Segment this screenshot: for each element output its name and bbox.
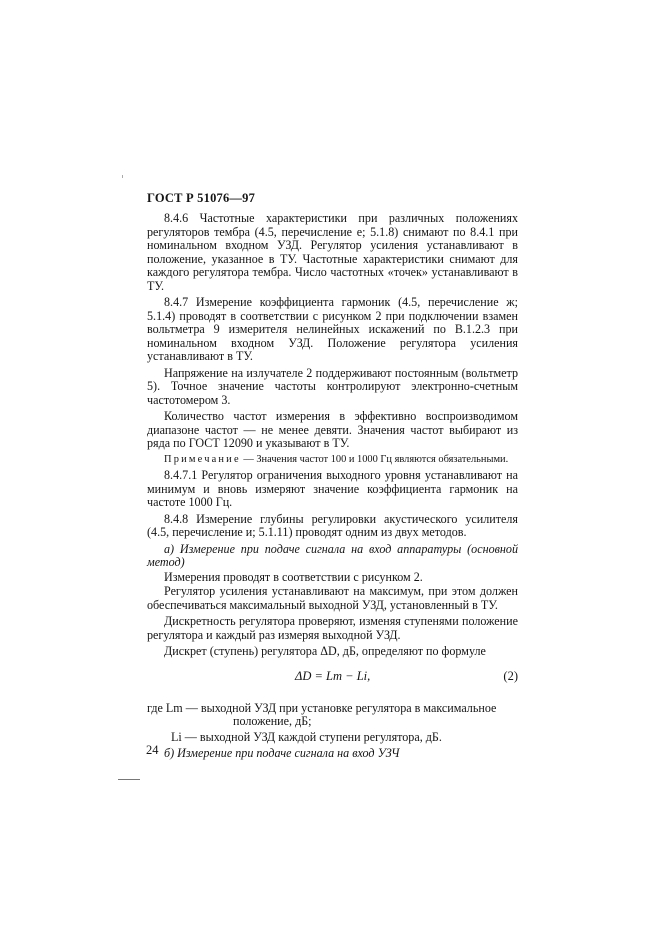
paragraph-8-4-7-1: 8.4.7.1 Регулятор ограничения выходного уровня устанавливают на минимум и вновь измеряют значение коэффициента гармоник на частоте 1000 Гц. bbox=[147, 468, 518, 509]
legend-row-li bbox=[147, 731, 518, 745]
document-header: ГОСТ Р 51076—97 bbox=[147, 191, 256, 205]
paragraph-8-4-7: 8.4.7 Измерение коэффициента гармоник (4.5, перечисление ж; 5.1.4) проводят в соответствии с рисунком 2 при подключении взамен вольтметра 9 измерителя нелинейных искажений по В.1.2.3 при номинальном входном УЗД. Положение регулятора усиления устанавливают в ТУ. bbox=[147, 295, 518, 363]
method-b-heading: б) Измерение при подаче сигнала на вход УЗЧ bbox=[164, 746, 400, 760]
paragraph-step-formula-intro: Дискрет (ступень) регулятора ΔD, дБ, определяют по формуле bbox=[164, 644, 486, 658]
formula-legend bbox=[147, 702, 518, 745]
legend-text-lm: выходной УЗД при установке регулятора в максимальное bbox=[200, 700, 497, 715]
note bbox=[147, 454, 518, 467]
legend-text-lm-continued: положение, дБ; bbox=[233, 714, 312, 728]
formula-2 bbox=[147, 668, 518, 690]
note-text: — Значения частот 100 и 1000 Гц являются обязательными. bbox=[240, 453, 509, 465]
formula-number: (2) bbox=[503, 668, 518, 683]
legend-row-lm bbox=[147, 702, 518, 716]
paragraph-8-4-8: 8.4.8 Измерение глубины регулировки акустического усилителя (4.5, перечисление и; 5.1.11) проводят одним из двух методов. bbox=[147, 511, 518, 539]
paragraph-measurements: Измерения проводят в соответствии с рисунком 2. bbox=[164, 569, 423, 584]
paragraph-frequency-count: Количество частот измерения в эффективно воспроизводимом диапазоне частот — не менее девяти. Значения частот выбирают из ряда по ГОСТ 12090 и указывают в ТУ. bbox=[147, 409, 518, 450]
paragraph-discreteness: Дискретность регулятора проверяют, изменяя ступенями положение регулятора и каждый раз измеряя выходной УЗД. bbox=[147, 614, 518, 642]
method-a-heading: а) Измерение при подаче сигнала на вход аппаратуры (основной метод) bbox=[147, 541, 518, 569]
scan-mark bbox=[122, 175, 123, 178]
document-body bbox=[147, 212, 518, 764]
formula-expression: ΔD = Lm − Li, bbox=[295, 668, 371, 683]
legend-label-li: Li — bbox=[171, 729, 197, 744]
note-label: Примечание bbox=[164, 453, 241, 465]
legend-text-li: выходной УЗД каждой ступени регулятора, дБ. bbox=[199, 729, 442, 744]
legend-label-lm: где Lm — bbox=[147, 700, 198, 715]
footer-rule bbox=[118, 779, 140, 780]
page-number: 24 bbox=[146, 743, 159, 757]
paragraph-gain-max: Регулятор усиления устанавливают на максимум, при этом должен обеспечиваться максимальный выходной УЗД, установленный в ТУ. bbox=[147, 584, 518, 612]
paragraph-voltage: Напряжение на излучателе 2 поддерживают постоянным (вольтметр 5). Точное значение частоты контролируют электронно-счетным частотомером 3. bbox=[147, 365, 518, 407]
paragraph-8-4-6: 8.4.6 Частотные характеристики при различных положениях регуляторов тембра (4.5, перечисление е; 5.1.8) снимают по 8.4.1 при номинальном входном УЗД. Регулятор усиления устанавливают в положение, указанное в ТУ. Частотные характеристики снимают для каждого регулятора тембра. Число частотных «точек» устанавливают в ТУ. bbox=[147, 211, 518, 293]
